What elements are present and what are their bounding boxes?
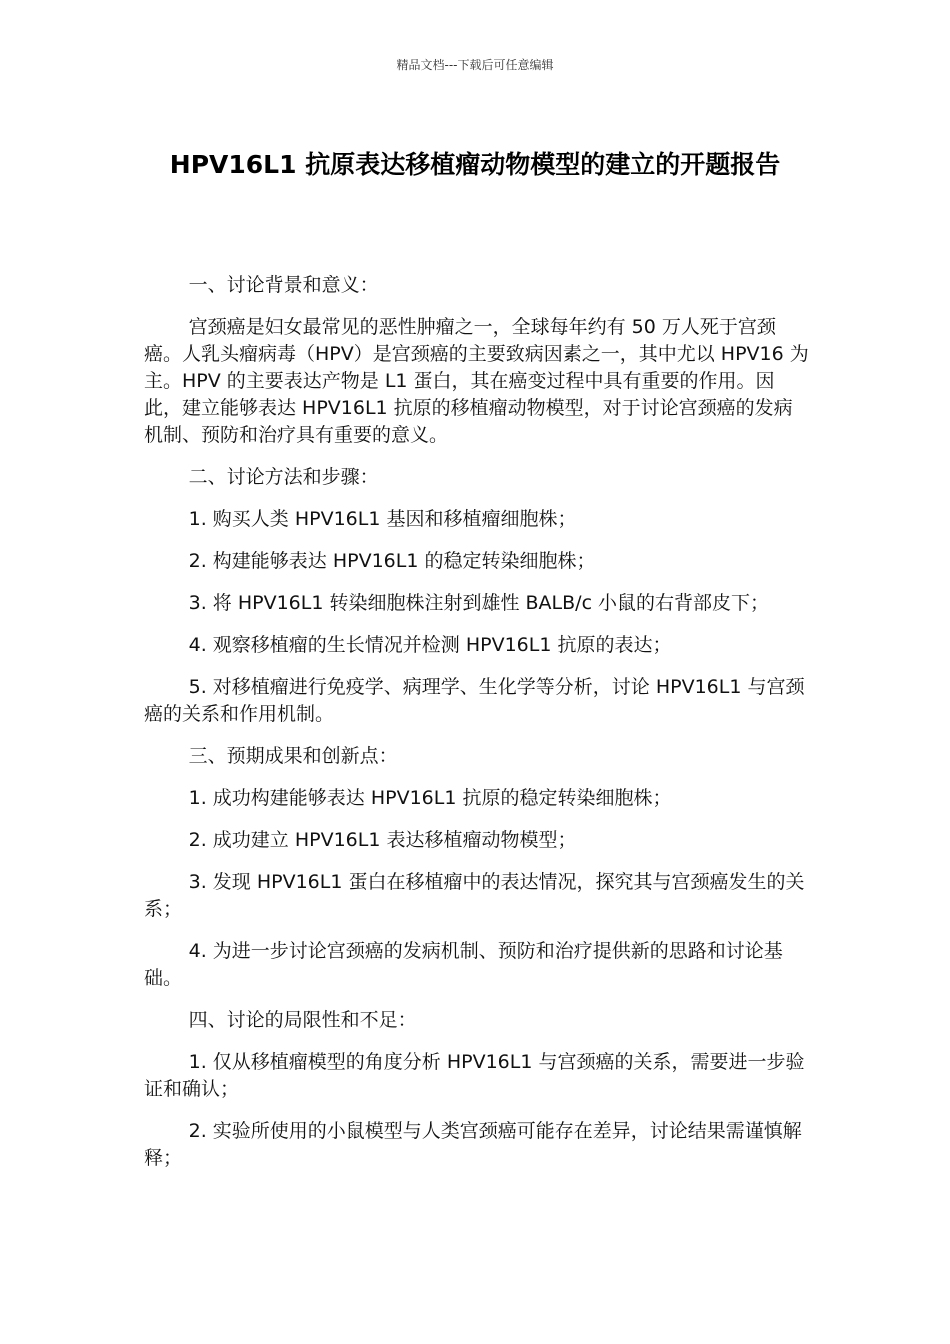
- list-item: 2. 实验所使用的小鼠模型与人类宫颈癌可能存在差异，讨论结果需谨慎解释；: [144, 1120, 802, 1169]
- section-heading: 二、讨论方法和步骤：: [188, 466, 379, 488]
- list-item: 5. 对移植瘤进行免疫学、病理学、生化学等分析，讨论 HPV16L1 与宫颈癌的关系和作用机制。: [144, 676, 805, 725]
- section-heading: 一、讨论背景和意义：: [188, 274, 379, 296]
- list-item: 2. 成功建立 HPV16L1 表达移植瘤动物模型；: [188, 829, 577, 851]
- list-item: 3. 将 HPV16L1 转染细胞株注射到雄性 BALB/c 小鼠的右背部皮下；: [188, 592, 770, 614]
- section-heading: 四、讨论的局限性和不足：: [188, 1009, 417, 1031]
- header-note: 精品文档---下载后可任意编辑: [396, 58, 554, 72]
- list-item: 4. 观察移植瘤的生长情况并检测 HPV16L1 抗原的表达；: [188, 634, 672, 656]
- paragraph: 宫颈癌是妇女最常见的恶性肿瘤之一，全球每年约有 50 万人死于宫颈癌。人乳头瘤病毒（HPV）是宫颈癌的主要致病因素之一，其中尤以 HPV16 为主。HPV 的主要表达产物是 L1 蛋白，其在癌变过程中具有重要的作用。因此，建立能够表达 HPV16L1 抗原的移植瘤动物模型，对于讨论宫颈癌的发病机制、预防和治疗具有重要的意义。: [144, 316, 809, 446]
- list-item: 2. 构建能够表达 HPV16L1 的稳定转染细胞株；: [188, 550, 596, 572]
- section-heading: 三、预期成果和创新点：: [188, 745, 398, 767]
- document-body: [144, 272, 810, 1187]
- list-item: 1. 购买人类 HPV16L1 基因和移植瘤细胞株；: [188, 508, 577, 530]
- document-title: HPV16L1 抗原表达移植瘤动物模型的建立的开题报告: [169, 150, 781, 179]
- list-item: 3. 发现 HPV16L1 蛋白在移植瘤中的表达情况，探究其与宫颈癌发生的关系；: [144, 871, 805, 920]
- list-item: 1. 成功构建能够表达 HPV16L1 抗原的稳定转染细胞株；: [188, 787, 672, 809]
- list-item: 1. 仅从移植瘤模型的角度分析 HPV16L1 与宫颈癌的关系，需要进一步验证和确认；: [144, 1051, 805, 1100]
- list-item: 4. 为进一步讨论宫颈癌的发病机制、预防和治疗提供新的思路和讨论基础。: [144, 940, 783, 989]
